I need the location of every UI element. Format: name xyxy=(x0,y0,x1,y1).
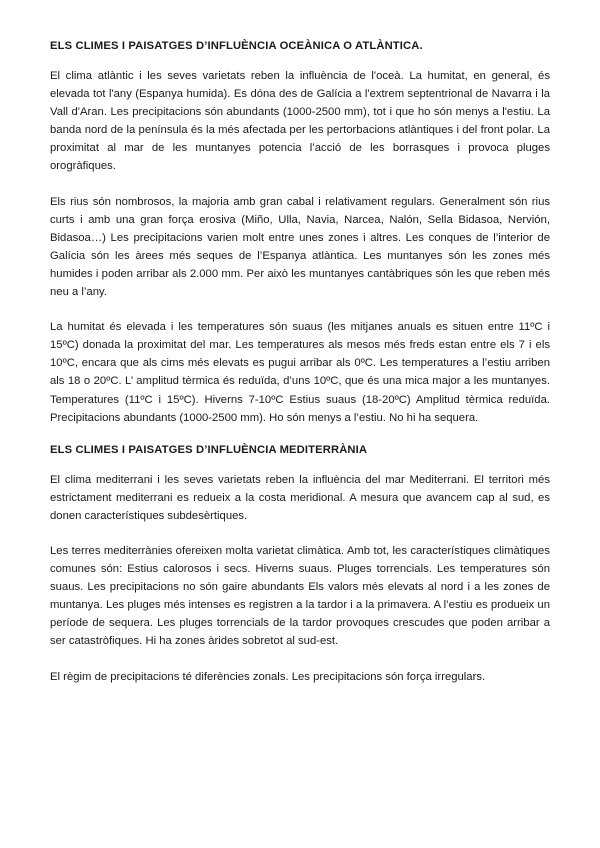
paragraph-atlantic-climate: El clima atlàntic i les seves varietats reben la influència de l'oceà. La humitat, en general, és elevada tot l'any (Espanya humida). Es dóna des de Galícia a l'extrem septentrional de Navarra i la Vall d'Aran. Les precipitacions són abundants (1000-2500 mm), tot i que ho són menys a l'estiu. La banda nord de la península és la més afectada per les pertorbacions atlàntiques i del front polar. La proximitat al mar de les muntanyes potencia l’acció de les borrasques i provoca pluges orogràfiques. xyxy=(50,70,550,173)
paragraph-mediterranean-precipitation: El règim de precipitacions té diferències zonals. Les precipitacions són força irregulars. xyxy=(50,670,486,683)
paragraph-atlantic-temperatures: La humitat és elevada i les temperatures són suaus (les mitjanes anuals es situen entre 11ºC i 15ºC) donada la proximitat del mar. Les temperatures als mesos més freds estan entre els 7 i els 10ºC, encara que als cims més elevats es pugui arribar als 0ºC. Les temperatures a l’estiu arriben als 18 o 20ºC. L’ amplitud tèrmica és reduïda, d’uns 10ºC, que és una mica major a les muntanyes. Temperatures (11ºC i 15ºC). Hiverns 7-10ºC Estius suaus (18-20ºC) Amplitud tèrmica reduïda. Precipitacions abundants (1000-2500 mm). Ho són menys a l’estiu. No hi ha sequera. xyxy=(50,321,550,424)
paragraph-mediterranean-characteristics: Les terres mediterrànies ofereixen molta varietat climàtica. Amb tot, les característiques climàtiques comunes són: Estius calorosos i secs. Hiverns suaus. Pluges torrencials. Les temperatures són suaus. Les precipitacions no són gaire abundants Els valors més elevats al nord i a les zones de muntanya. Les pluges més intenses es registren a la tardor i a la primavera. A l’estiu es produeix un període de sequera. Les pluges torrencials de la tardor provoques crescudes que poden arribar a ser catastròfiques. Hi ha zones àrides sobretot al sud-est. xyxy=(50,544,550,648)
section-heading-mediterranean: ELS CLIMES I PAISATGES D’INFLUÈNCIA MEDITERRÀNIA xyxy=(50,443,368,456)
section-heading-oceanic: ELS CLIMES I PAISATGES D’INFLUÈNCIA OCEÀNICA O ATLÀNTICA. xyxy=(50,40,423,52)
paragraph-mediterranean-climate: El clima mediterrani i les seves varietats reben la influència del mar Mediterrani. El territori més estrictament mediterrani es redueix a la costa meridional. A mesura que avancem cap al sud, es donen característiques subdesèrtiques. xyxy=(50,473,550,522)
paragraph-atlantic-rivers: Els rius són nombrosos, la majoria amb gran cabal i relativament regulars. Generalment són rius curts i amb una gran força erosiva (Miño, Ulla, Navia, Narcea, Nalón, Sella Bidasoa, Nervión, Bidasoa…) Les precipitacions varien molt entre unes zones i altres. Les conques de l’interior de Galícia són les àrees més seques de l’Espanya atlàntica. Les muntanyes són les zones més humides i poden arribar als 2.000 mm. Per això les muntanyes cantàbriques són les que reben més neu a l’any. xyxy=(50,195,550,299)
